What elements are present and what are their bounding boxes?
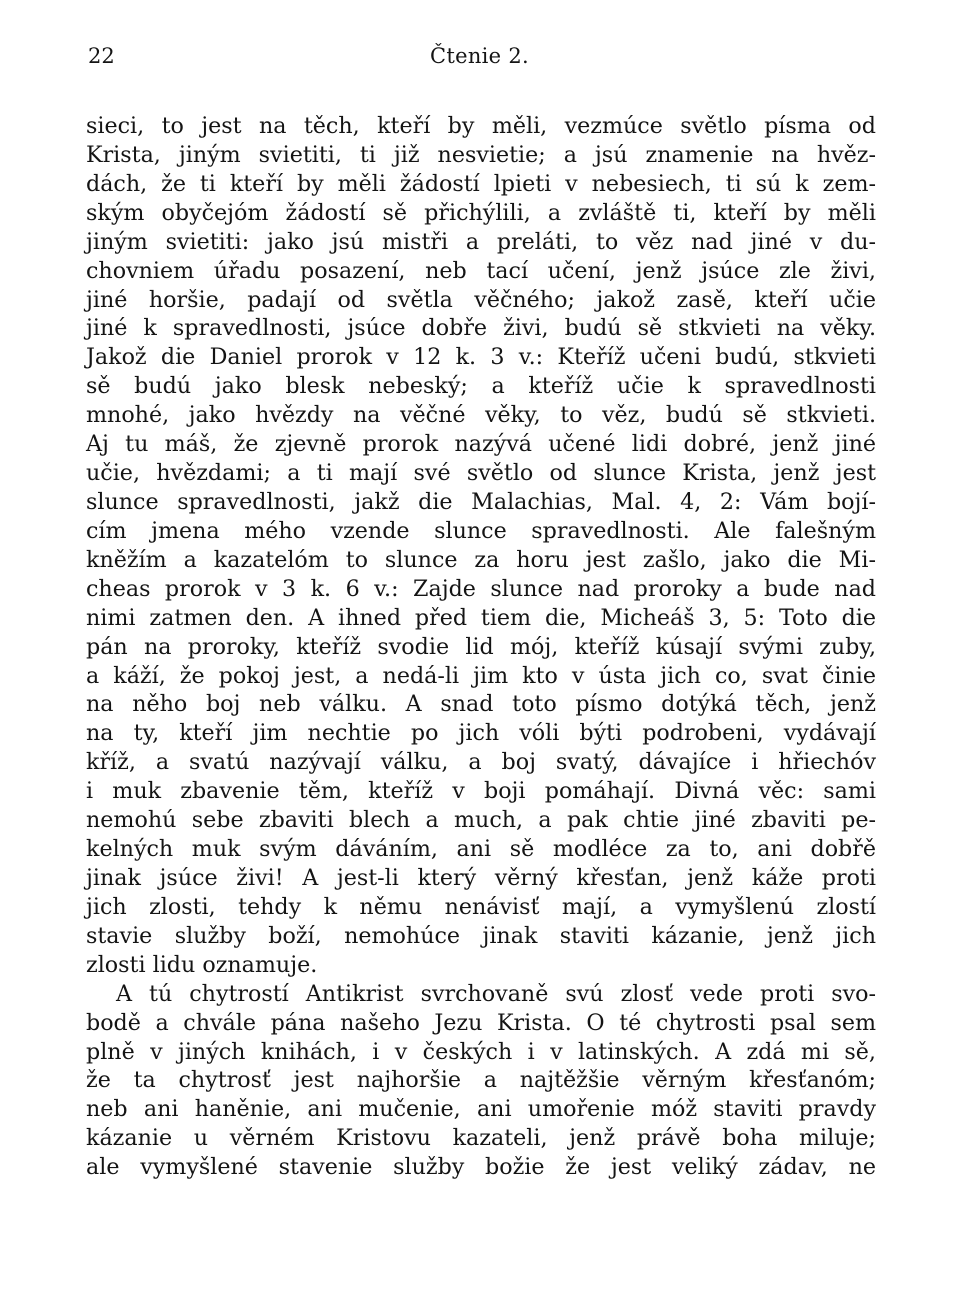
text-line: kněžím a kazatelóm to slunce za horu jest zašlo, jako die Mi- [86, 546, 876, 573]
running-head: Čtenie 2. [430, 44, 530, 68]
text-line: jiné k spravedlnosti, jsúce dobře živi, budú sě stkvieti na věky. [86, 315, 876, 342]
text-line: zlosti lidu oznamuje. [86, 951, 318, 978]
text-line: slunce spravedlnosti, jakž die Malachias, Mal. 4, 2: Vám bojí- [86, 488, 876, 515]
text-line: učie, hvězdami; a ti mají své světlo od slunce Krista, jenž jest [86, 460, 876, 487]
text-line: na ty, kteří jim nechtie po jich vóli býti podrobeni, vydávají [86, 720, 876, 747]
text-line: chovniem úřadu posazení, neb tací učení, jenž jsúce zle živi, [86, 257, 876, 284]
page-header [88, 40, 872, 72]
paragraph [86, 112, 876, 980]
body-text [86, 112, 876, 1182]
text-line: plně v jiných knihách, i v českých i v latinských. A zdá mi sě, [86, 1038, 876, 1065]
text-line: dách, že ti kteří by měli žádostí lpieti v nebesiech, ti sú k zem- [86, 170, 876, 197]
text-line: A tú chytrostí Antikrist svrchovaně svú zlosť vede proti svo- [116, 980, 876, 1007]
text-line: že ta chytrosť jest najhoršie a najtěžšie věrným křesťanóm; [86, 1067, 876, 1094]
text-line: na něho boj neb válku. A snad toto písmo dotýká těch, jenž [86, 691, 876, 718]
text-line: i muk zbavenie těm, kteříž v boji pomáhají. Divná věc: sami [86, 778, 876, 805]
text-line: ale vymyšlené stavenie služby božie že jest veliký zádav, ne [86, 1154, 876, 1181]
text-line: pán na proroky, kteříž svodie lid mój, kteříž kúsají svými zuby, [86, 633, 876, 660]
text-line: cím jmena mého vzende slunce spravedlnosti. Ale falešným [86, 517, 876, 544]
paragraph [86, 980, 876, 1182]
text-line: Krista, jiným svietiti, ti již nesvietie; a jsú znamenie na hvěz- [86, 141, 876, 168]
text-line: Jakož die Daniel prorok v 12 k. 3 v.: Kteříž učeni budú, stkvieti [86, 344, 876, 371]
text-line: stavie služby boží, nemohúce jinak staviti kázanie, jenž jich [86, 922, 876, 949]
text-line: kázanie u věrném Kristovu kazateli, jenž právě boha miluje; [86, 1125, 876, 1152]
text-line: sě budú jako blesk nebeský; a kteříž učie k spravedlnosti [86, 373, 876, 400]
text-line: nemohú sebe zbaviti blech a much, a pak chtie jiné zbaviti pe- [86, 807, 876, 834]
text-line: kelných muk svým dáváním, ani sě modléce za to, ani dobřě [86, 836, 876, 863]
text-line: jinak jsúce živi! A jest-li který věrný křesťan, jenž káže proti [86, 864, 876, 891]
text-line: jiné horšie, padají od světla věčného; jakož zasě, kteří učie [86, 286, 876, 313]
text-line: ským obyčejóm žádostí sě přichýlili, a zvláště ti, kteří by měli [86, 199, 876, 226]
text-line: a káží, že pokoj jest, a nedá-li jim kto v ústa jich co, svat činie [86, 662, 876, 689]
text-line: cheas prorok v 3 k. 6 v.: Zajde slunce nad proroky a bude nad [86, 575, 876, 602]
text-line: jiným svietiti: jako jsú mistři a preláti, to věz nad jiné v du- [86, 228, 876, 255]
text-line: neb ani haněnie, ani mučenie, ani umořenie móž staviti pravdy [86, 1096, 876, 1123]
text-line: bodě a chvále pána našeho Jezu Krista. O té chytrosti psal sem [86, 1009, 876, 1036]
text-line: nimi zatmen den. A ihned před tiem die, Micheáš 3, 5: Toto die [86, 604, 876, 631]
text-line: mnohé, jako hvězdy na věčné věky, to věz, budú sě stkvieti. [86, 402, 876, 429]
text-line: sieci, to jest na těch, kteří by měli, vezmúce světlo písma od [86, 113, 876, 139]
text-line: kříž, a svatú nazývají válku, a boj svatý, dávajíce i hřiechóv [86, 749, 876, 776]
page-number: 22 [88, 44, 115, 68]
text-line: jich zlosti, tehdy k němu nenávisť mají, a vymyšlenú zlostí [86, 893, 876, 920]
text-line: Aj tu máš, že zjevně prorok nazývá učené lidi dobré, jenž jiné [86, 431, 876, 458]
